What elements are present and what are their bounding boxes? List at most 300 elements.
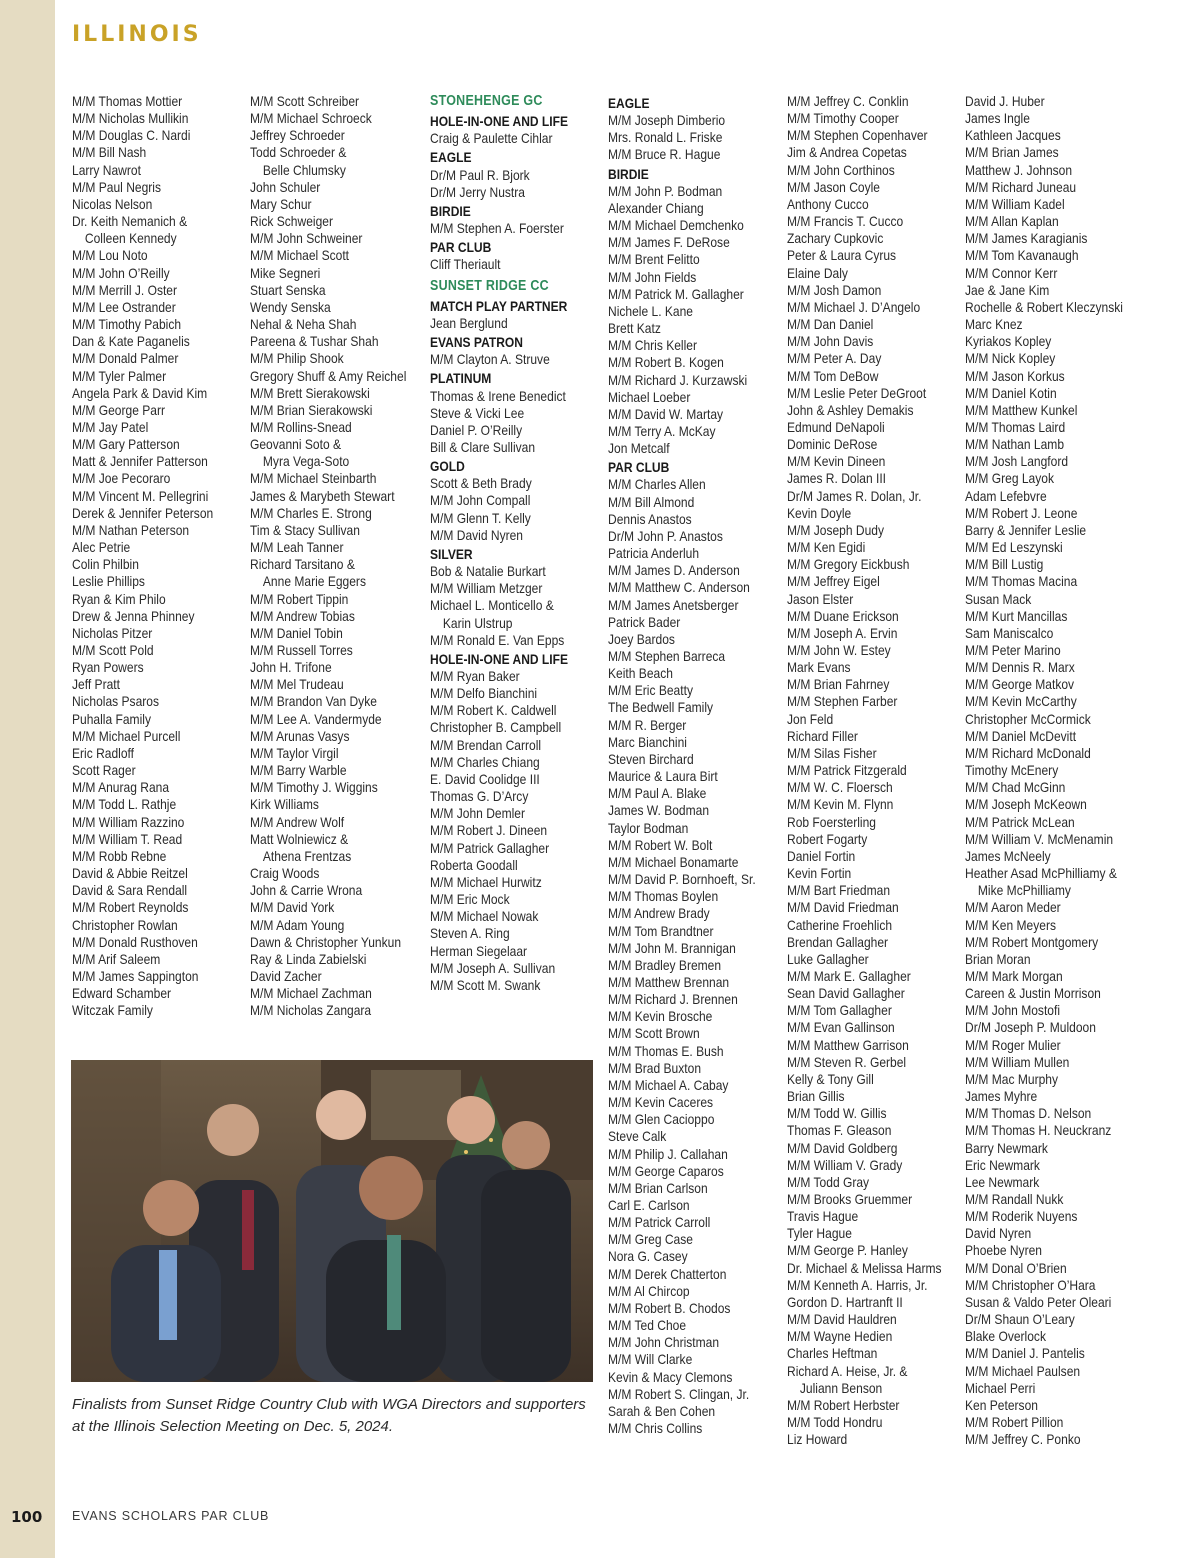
donor-name: Roberta Goodall <box>430 856 518 873</box>
donor-name: M/M Douglas C. Nardi <box>72 127 191 144</box>
group-photo <box>71 1060 593 1382</box>
donor-name: Ray & Linda Zabielski <box>250 950 367 967</box>
donor-name: M/M Scott M. Swank <box>430 976 541 993</box>
donor-name: Scott & Beth Brady <box>430 475 532 492</box>
donor-name: Jon Metcalf <box>608 440 670 457</box>
donor-name: Dawn & Christopher Yunkun <box>250 933 402 950</box>
donor-name: M/M John P. Bodman <box>608 182 723 199</box>
donor-name: M/M Ted Choe <box>608 1317 687 1334</box>
donor-name-continued: Colleen Kennedy <box>84 230 177 247</box>
level-heading: PAR CLUB <box>608 459 670 476</box>
donor-name: Susan Mack <box>965 590 1032 607</box>
donor-name: M/M Thomas Mottier <box>72 93 183 109</box>
donor-name: Dr. Michael & Melissa Harms <box>787 1259 942 1276</box>
donor-name: M/M Mark Morgan <box>965 967 1063 984</box>
donor-name: James R. Dolan III <box>787 470 887 487</box>
donor-name: M/M Timothy J. Wiggins <box>250 779 378 796</box>
donor-name: M/M Stephen A. Foerster <box>430 220 564 237</box>
donor-name: Taylor Bodman <box>608 819 689 836</box>
donor-name: M/M Michael Zachman <box>250 985 372 1002</box>
donor-name: M/M Robert K. Caldwell <box>430 702 557 719</box>
donor-name: Peter & Laura Cyrus <box>787 247 897 264</box>
donor-name: David Zacher <box>250 967 322 984</box>
donor-name: Gordon D. Hartranft II <box>787 1293 903 1310</box>
donor-name: M/M Thomas E. Bush <box>608 1042 724 1059</box>
donor-name: Kathleen Jacques <box>965 127 1061 144</box>
donor-name: M/M Arif Saleem <box>72 950 161 967</box>
donor-name: M/M Brian Carlson <box>608 1179 708 1196</box>
donor-name: Colin Philbin <box>72 556 139 573</box>
donor-name: Michael Loeber <box>608 388 691 405</box>
donor-name: M/M Leslie Peter DeGroot <box>787 384 927 401</box>
donor-name: M/M Jay Patel <box>72 418 149 435</box>
side-band <box>0 0 55 1558</box>
donor-name: M/M Charles Allen <box>608 476 706 493</box>
donor-name: M/M Bill Nash <box>72 144 147 161</box>
donor-name: M/M Michael Nowak <box>430 908 539 925</box>
donor-name: Rick Schweiger <box>250 213 333 230</box>
donor-name: M/M Jason Korkus <box>965 367 1065 384</box>
donor-name: M/M Lee A. Vandermyde <box>250 710 382 727</box>
donor-name: M/M Matthew Brennan <box>608 973 730 990</box>
donor-name: Anthony Cucco <box>787 195 869 212</box>
donor-name: Carl E. Carlson <box>608 1197 690 1213</box>
donor-name: M/M John Schweiner <box>250 230 363 247</box>
donor-name: Richard Tarsitano & <box>250 556 355 573</box>
donor-name: M/M Merrill J. Oster <box>72 281 178 298</box>
donor-name: M/M Bill Almond <box>608 493 695 510</box>
donor-name: M/M Barry Warble <box>250 762 347 779</box>
donor-name: Richard A. Heise, Jr. & <box>787 1362 908 1379</box>
donor-name: M/M Roger Mulier <box>965 1036 1061 1053</box>
donor-name: David J. Huber <box>965 93 1045 109</box>
donor-name: M/M Brian Fahrney <box>787 676 890 693</box>
donor-name-continued: Belle Chlumsky <box>262 161 346 178</box>
donor-name: M/M Scott Brown <box>608 1025 700 1042</box>
donor-name: Liz Howard <box>787 1431 848 1448</box>
donor-name: M/M Timothy Cooper <box>787 110 899 127</box>
donor-name: The Bedwell Family <box>608 699 714 716</box>
donor-name: M/M Tom Gallagher <box>787 1002 892 1019</box>
donor-name: M/M Michael Scott <box>250 247 350 264</box>
donor-name: Dr/M Paul R. Bjork <box>430 166 530 183</box>
donor-name: M/M Ed Leszynski <box>965 539 1063 556</box>
donor-name: M/M John Compall <box>430 492 531 509</box>
donor-name: David Nyren <box>965 1225 1032 1242</box>
donor-name: M/M Ken Meyers <box>965 916 1056 933</box>
donor-name: Larry Nawrot <box>72 161 141 178</box>
donor-name: Matt & Jennifer Patterson <box>72 453 208 470</box>
donor-name: M/M Steven R. Gerbel <box>787 1053 907 1070</box>
donor-name: Pareena & Tushar Shah <box>250 333 379 350</box>
donor-name: Nicolas Nelson <box>72 195 153 212</box>
donor-name: M/M Josh Damon <box>787 281 882 298</box>
donor-name: Kevin Fortin <box>787 865 852 882</box>
donor-name: M/M James D. Anderson <box>608 562 740 579</box>
level-heading: PAR CLUB <box>430 239 492 256</box>
donor-name: M/M Richard McDonald <box>965 744 1091 761</box>
donor-name: Jon Feld <box>787 710 834 727</box>
donor-name: Herman Siegelaar <box>430 942 528 959</box>
donor-name: M/M Adam Young <box>250 916 345 933</box>
donor-column-4 <box>608 93 761 1437</box>
donor-name: M/M Patrick Gallagher <box>430 839 550 856</box>
donor-name: M/M Robert Herbster <box>787 1396 900 1413</box>
donor-name: Richard Filler <box>787 727 858 744</box>
donor-name: M/M Jeffrey Eigel <box>787 573 880 590</box>
donor-name: M/M George Matkov <box>965 676 1075 693</box>
donor-name: Barry & Jennifer Leslie <box>965 521 1087 538</box>
donor-name: M/M Charles Chiang <box>430 753 540 770</box>
donor-name: M/M Allan Kaplan <box>965 213 1059 230</box>
donor-name: Blake Overlock <box>965 1328 1046 1345</box>
donor-name: M/M Matthew Garrison <box>787 1036 909 1053</box>
donor-name: Daniel Fortin <box>787 847 856 864</box>
donor-name: M/M Bruce R. Hague <box>608 146 721 163</box>
donor-name: M/M Donald Palmer <box>72 350 179 367</box>
donor-name: Ryan & Kim Philo <box>72 590 166 607</box>
group-photo-illustration <box>71 1060 593 1382</box>
donor-name: M/M Stephen Farber <box>787 693 898 710</box>
donor-name: M/M John Davis <box>787 333 874 350</box>
donor-name: M/M Kevin M. Flynn <box>787 796 894 813</box>
donor-name: Charles Heftman <box>787 1345 878 1362</box>
donor-name: David & Abbie Reitzel <box>72 865 188 882</box>
level-heading: EVANS PATRON <box>430 334 523 351</box>
donor-name: M/M Aaron Meder <box>965 899 1061 916</box>
donor-name: Nichele L. Kane <box>608 302 694 319</box>
donor-name: Michael L. Monticello & <box>430 597 554 614</box>
donor-name: M/M Todd Gray <box>787 1173 870 1190</box>
donor-name: M/M Jeffrey C. Ponko <box>965 1431 1081 1448</box>
donor-name: M/M John W. Estey <box>787 642 891 658</box>
donor-name: Thomas G. D’Arcy <box>430 788 529 805</box>
donor-name: Drew & Jenna Phinney <box>72 607 195 624</box>
donor-name: M/M Mark E. Gallagher <box>787 967 911 984</box>
donor-name: Catherine Froehlich <box>787 916 893 933</box>
donor-name: M/M David W. Martay <box>608 405 724 422</box>
donor-name: M/M Al Chircop <box>608 1282 690 1299</box>
donor-name: M/M Donal O’Brien <box>965 1259 1067 1276</box>
donor-name-continued: Karin Ulstrup <box>442 614 513 631</box>
donor-name: Puhalla Family <box>72 710 151 727</box>
level-heading: PLATINUM <box>430 370 492 387</box>
donor-name: M/M Nick Kopley <box>965 350 1056 367</box>
donor-name: M/M Scott Pold <box>72 642 154 658</box>
donor-name: Thomas & Irene Benedict <box>430 387 566 404</box>
donor-name: Ryan Powers <box>72 659 144 676</box>
donor-name: Edmund DeNapoli <box>787 418 885 435</box>
donor-name: M/M Robert Tippin <box>250 590 349 607</box>
donor-name: Maurice & Laura Birt <box>608 768 718 785</box>
donor-name: Witczak Family <box>72 1002 153 1019</box>
level-heading: BIRDIE <box>608 165 649 182</box>
donor-name: Mark Evans <box>787 659 851 676</box>
donor-name: Gregory Shuff & Amy Reichel <box>250 367 407 384</box>
donor-name: M/M Brent Felitto <box>608 251 700 268</box>
donor-name: M/M Taylor Virgil <box>250 744 339 761</box>
donor-name: M/M James Anetsberger <box>608 596 739 613</box>
donor-name: Nora G. Casey <box>608 1248 688 1265</box>
level-heading: EAGLE <box>608 95 650 111</box>
donor-column-5 <box>787 93 940 1448</box>
donor-name: Patrick Bader <box>608 613 681 630</box>
donor-name: M/M Robert J. Leone <box>965 504 1078 521</box>
donor-name: M/M Arunas Vasys <box>250 727 350 744</box>
donor-name: Jeff Pratt <box>72 676 120 693</box>
donor-name: M/M David Hauldren <box>787 1311 897 1328</box>
donor-name: M/M Kevin McCarthy <box>965 693 1077 710</box>
donor-name: M/M Patrick M. Gallagher <box>608 285 744 302</box>
donor-name: Mrs. Ronald L. Friske <box>608 129 723 146</box>
donor-name: M/M Robert S. Clingan, Jr. <box>608 1385 750 1402</box>
donor-name: M/M Thomas Macina <box>965 573 1078 590</box>
donor-name: M/M Robert W. Bolt <box>608 836 713 853</box>
donor-name: Timothy McEnery <box>965 762 1059 779</box>
donor-name: M/M Kenneth A. Harris, Jr. <box>787 1276 928 1293</box>
donor-name: M/M Lee Ostrander <box>72 298 176 315</box>
donor-name: Tyler Hague <box>787 1225 852 1242</box>
donor-name-continued: Athena Frentzas <box>262 847 352 864</box>
level-heading: BIRDIE <box>430 202 471 219</box>
level-heading: SILVER <box>430 545 473 562</box>
donor-name: M/M Michael Demchenko <box>608 217 744 234</box>
donor-name: M/M Matthew Kunkel <box>965 401 1078 418</box>
donor-name: Christopher B. Campbell <box>430 719 562 736</box>
donor-name: M/M William Kadel <box>965 195 1065 212</box>
donor-name: Alexander Chiang <box>608 199 704 216</box>
donor-name: M/M David Friedman <box>787 899 899 916</box>
donor-name: Brett Katz <box>608 320 661 337</box>
donor-name: M/M Peter Marino <box>965 642 1061 658</box>
donor-name: Dr/M Joseph P. Muldoon <box>965 1019 1096 1036</box>
donor-name: M/M Delfo Bianchini <box>430 685 538 702</box>
donor-name: M/M Roderik Nuyens <box>965 1208 1078 1225</box>
donor-name: M/M Patrick Fitzgerald <box>787 762 907 779</box>
donor-name: Keith Beach <box>608 665 673 682</box>
donor-name: Craig & Paulette Cihlar <box>430 130 553 147</box>
donor-name: Jason Elster <box>787 590 854 607</box>
level-heading: GOLD <box>430 458 465 475</box>
donor-name: M/M Patrick McLean <box>965 813 1075 830</box>
page-number: 100 <box>11 1508 43 1526</box>
donor-name: M/M Will Clarke <box>608 1351 693 1368</box>
donor-name: M/M William Razzino <box>72 813 185 830</box>
donor-name-continued: Myra Vega-Soto <box>262 453 350 470</box>
donor-name: M/M Rollins-Snead <box>250 418 352 435</box>
donor-name: Rob Foersterling <box>787 813 877 830</box>
donor-name: M/M Gary Patterson <box>72 436 180 453</box>
donor-name: James Ingle <box>965 110 1030 127</box>
donor-name: Kirk Williams <box>250 796 319 813</box>
donor-name: M/M Gregory Eickbush <box>787 556 910 573</box>
donor-column-1 <box>72 93 225 1019</box>
donor-name: M/M Thomas Laird <box>965 418 1066 435</box>
donor-name: Phoebe Nyren <box>965 1242 1042 1259</box>
donor-name: M/M Kevin Caceres <box>608 1094 714 1111</box>
donor-name: M/M Christopher O’Hara <box>965 1276 1096 1293</box>
donor-name: M/M Michael Bonamarte <box>608 853 739 870</box>
donor-name: M/M Greg Layok <box>965 470 1054 487</box>
donor-name: M/M Bradley Bremen <box>608 956 722 973</box>
donor-name: Geovanni Soto & <box>250 436 342 453</box>
donor-name: M/M Lou Noto <box>72 247 148 264</box>
donor-name: James W. Bodman <box>608 802 710 819</box>
donor-name: Susan & Valdo Peter Oleari <box>965 1293 1112 1310</box>
donor-name: M/M Joseph Dimberio <box>608 112 726 129</box>
donor-name: M/M Francis T. Cucco <box>787 213 904 230</box>
donor-name: M/M Ronald E. Van Epps <box>430 631 565 648</box>
donor-name: M/M Ryan Baker <box>430 668 520 684</box>
donor-name: M/M Nicholas Zangara <box>250 1002 372 1019</box>
donor-name: M/M Joseph A. Sullivan <box>430 959 556 976</box>
donor-name: Mary Schur <box>250 195 312 212</box>
donor-name: M/M John Fields <box>608 268 697 285</box>
donor-name: Heather Asad McPhilliamy & <box>965 865 1117 882</box>
donor-name: Wendy Senska <box>250 298 331 315</box>
donor-name: James Myhre <box>965 1088 1038 1105</box>
donor-name: M/M Michael Paulsen <box>965 1362 1081 1379</box>
donor-name: Scott Rager <box>72 762 136 779</box>
donor-name: M/M Jason Coyle <box>787 178 881 195</box>
donor-name: Thomas F. Gleason <box>787 1122 892 1139</box>
donor-name: M/M Michael Purcell <box>72 727 181 744</box>
donor-name: Christopher McCormick <box>965 710 1091 727</box>
donor-name: M/M John O’Reilly <box>72 264 170 281</box>
donor-name: Jim & Andrea Copetas <box>787 144 907 161</box>
donor-name: M/M Chris Keller <box>608 337 697 354</box>
donor-name: M/M Michael A. Cabay <box>608 1076 729 1093</box>
donor-name: M/M Glen Cacioppo <box>608 1111 715 1128</box>
donor-name: Jean Berglund <box>430 314 508 331</box>
donor-name: Marc Knez <box>965 316 1023 333</box>
donor-name: M/M Silas Fisher <box>787 744 877 761</box>
level-heading: HOLE-IN-ONE AND LIFE <box>430 113 569 130</box>
donor-name-continued: Juliann Benson <box>799 1379 883 1396</box>
donor-name: M/M Anurag Rana <box>72 779 170 796</box>
donor-name: M/M Kevin Brosche <box>608 1008 713 1025</box>
donor-name: M/M John Christman <box>608 1334 720 1351</box>
donor-column-6 <box>965 93 1123 1448</box>
donor-name: Eric Radloff <box>72 744 135 761</box>
donor-name: Mike Segneri <box>250 264 321 281</box>
donor-name: M/M Thomas Boylen <box>608 888 719 905</box>
donor-name: M/M Robb Rebne <box>72 847 167 864</box>
donor-name: M/M Robert Montgomery <box>965 933 1099 950</box>
donor-name: E. David Coolidge III <box>430 770 540 787</box>
donor-name: M/M Robert B. Kogen <box>608 354 724 371</box>
donor-name: M/M Nicholas Mullikin <box>72 110 189 127</box>
donor-name: Nicholas Psaros <box>72 693 159 710</box>
donor-name-continued: Mike McPhilliamy <box>977 882 1071 899</box>
donor-name: M/M Timothy Pabich <box>72 316 182 333</box>
donor-name: M/M Todd W. Gillis <box>787 1105 887 1122</box>
donor-name: M/M Tom Brandtner <box>608 922 714 939</box>
donor-name: Edward Schamber <box>72 985 172 1002</box>
donor-name: John & Ashley Demakis <box>787 401 914 418</box>
donor-name: M/M Joseph Dudy <box>787 521 885 538</box>
donor-name: M/M Thomas H. Neuckranz <box>965 1122 1112 1139</box>
donor-name: M/M Glenn T. Kelly <box>430 509 531 526</box>
donor-name: M/M Mac Murphy <box>965 1070 1058 1087</box>
donor-name: M/M Patrick Carroll <box>608 1214 711 1231</box>
donor-name: M/M Richard Juneau <box>965 178 1077 195</box>
club-heading: STONEHENGE GC <box>430 93 543 109</box>
donor-name: M/M Kevin Dineen <box>787 453 886 470</box>
publication-name: EVANS SCHOLARS PAR CLUB <box>72 1509 270 1523</box>
donor-name: M/M Daniel J. Pantelis <box>965 1345 1085 1362</box>
donor-name: Kevin Doyle <box>787 504 852 521</box>
donor-name: M/M Nathan Lamb <box>965 436 1065 453</box>
donor-name: Michael Perri <box>965 1379 1036 1396</box>
level-heading: HOLE-IN-ONE AND LIFE <box>430 650 569 667</box>
donor-name: Marc Bianchini <box>608 733 687 750</box>
donor-name: M/M Todd Hondru <box>787 1414 883 1431</box>
donor-name: M/M Ken Egidi <box>787 539 866 556</box>
donor-name: M/M Eric Mock <box>430 891 510 908</box>
donor-name: M/M Andrew Brady <box>608 905 710 922</box>
donor-name: Steven Birchard <box>608 750 694 767</box>
donor-name: M/M Kurt Mancillas <box>965 607 1068 624</box>
donor-name: M/M Eric Beatty <box>608 682 693 699</box>
level-heading: EAGLE <box>430 149 472 166</box>
donor-name: M/M Paul Negris <box>72 178 161 195</box>
donor-name: M/M Michael J. D’Angelo <box>787 298 921 315</box>
donor-name: M/M Brian James <box>965 144 1059 161</box>
photo-caption: Finalists from Sunset Ridge Country Club with WGA Directors and supporters at the Illinois Selection Meeting on Dec. 5, 2024. <box>72 1396 586 1435</box>
donor-name: Dominic DeRose <box>787 436 878 453</box>
donor-name: M/M Wayne Hedien <box>787 1328 893 1345</box>
donor-name: M/M Michael Schroeck <box>250 110 372 127</box>
donor-name: M/M Brad Buxton <box>608 1059 702 1076</box>
donor-name: M/M Brandon Van Dyke <box>250 693 377 710</box>
donor-name: M/M Thomas D. Nelson <box>965 1105 1092 1122</box>
level-heading: MATCH PLAY PARTNER <box>430 297 568 314</box>
donor-name: M/M Chad McGinn <box>965 779 1066 796</box>
donor-name: Kevin & Macy Clemons <box>608 1368 733 1385</box>
donor-name: John Schuler <box>250 178 321 195</box>
donor-name: Adam Lefebvre <box>965 487 1047 504</box>
donor-name: Nehal & Neha Shah <box>250 316 357 333</box>
donor-name: John & Carrie Wrona <box>250 882 363 899</box>
donor-name: Eric Newmark <box>965 1156 1040 1173</box>
donor-name: M/M Richard J. Kurzawski <box>608 371 748 388</box>
donor-name: M/M Brett Sierakowski <box>250 384 370 401</box>
donor-name: M/M Richard J. Brennen <box>608 991 738 1008</box>
donor-name: Leslie Phillips <box>72 573 145 590</box>
donor-name: M/M Brooks Gruemmer <box>787 1191 913 1207</box>
donor-name: M/M Michael Hurwitz <box>430 873 542 890</box>
donor-name: Careen & Justin Morrison <box>965 985 1101 1002</box>
donor-name: M/M Derek Chatterton <box>608 1265 727 1282</box>
donor-name: Patricia Anderluh <box>608 545 700 562</box>
donor-name: M/M William Metzger <box>430 580 543 597</box>
donor-name: M/M Jeffrey C. Conklin <box>787 93 909 109</box>
donor-name: Angela Park & David Kim <box>72 384 208 401</box>
donor-name: Derek & Jennifer Peterson <box>72 504 214 521</box>
donor-name: M/M Russell Torres <box>250 642 353 658</box>
donor-name: M/M David Goldberg <box>787 1139 898 1156</box>
donor-name: M/M Daniel Tobin <box>250 624 343 641</box>
donor-name: Dr/M Shaun O’Leary <box>965 1311 1075 1328</box>
donor-name: Lee Newmark <box>965 1173 1040 1190</box>
donor-name: Daniel P. O’Reilly <box>430 421 523 438</box>
donor-name: M/M Donald Rusthoven <box>72 933 198 950</box>
donor-name: Sam Maniscalco <box>965 624 1054 641</box>
donor-name: M/M Dennis R. Marx <box>965 659 1075 676</box>
donor-name-continued: Anne Marie Eggers <box>262 573 366 590</box>
donor-name: Alec Petrie <box>72 539 131 556</box>
